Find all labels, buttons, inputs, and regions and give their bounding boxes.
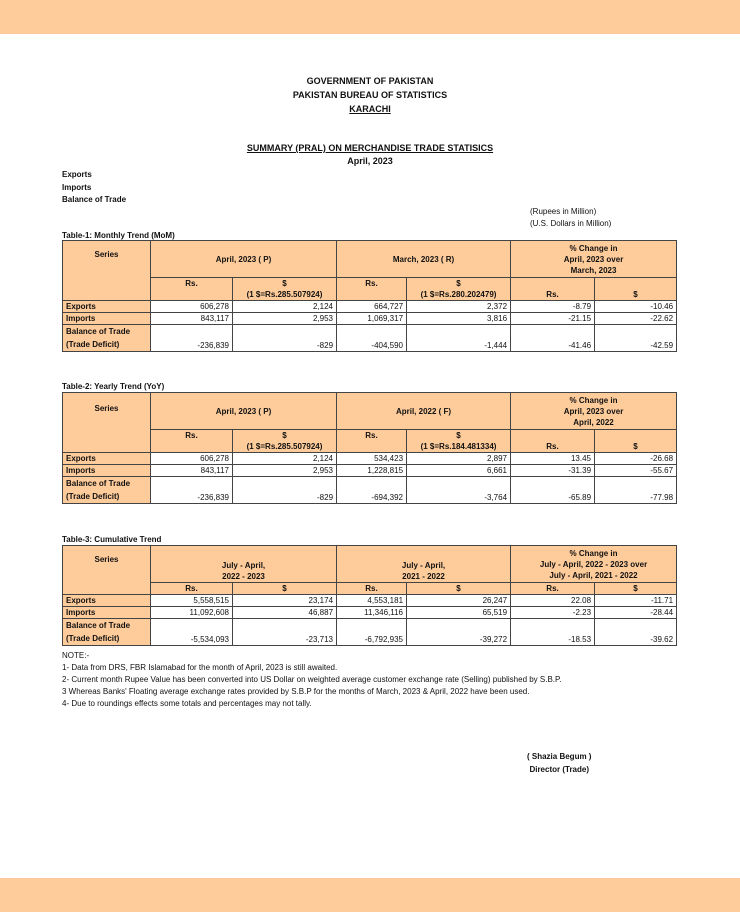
cell: -3,764 <box>407 477 511 504</box>
cell: -2.23 <box>511 607 595 619</box>
cell: -236,839 <box>151 325 233 352</box>
usd-column-header: $ (1 $=Rs.285.507924) <box>233 430 337 453</box>
cell: 534,423 <box>337 453 407 465</box>
series-list-item: Exports <box>62 170 92 179</box>
cell: 5,558,515 <box>151 595 233 607</box>
city-title: KARACHI <box>349 104 391 114</box>
cell: -42.59 <box>595 325 677 352</box>
table-row <box>63 595 677 607</box>
cell: 2,372 <box>407 301 511 313</box>
row-label: Balance of Trade (Trade Deficit) <box>63 477 151 504</box>
cell: -11.71 <box>595 595 677 607</box>
cell: -28.44 <box>595 607 677 619</box>
rs-column-header: Rs. <box>511 583 595 595</box>
table-yearly-trend <box>62 392 677 504</box>
cell: 26,247 <box>407 595 511 607</box>
cell: -829 <box>233 325 337 352</box>
series-header: Series <box>63 393 151 453</box>
cell: -18.53 <box>511 619 595 646</box>
cell: 4,553,181 <box>337 595 407 607</box>
signatory-name: ( Shazia Begum ) <box>527 752 592 761</box>
cell: 2,124 <box>233 301 337 313</box>
cell: 22.08 <box>511 595 595 607</box>
table-monthly-trend <box>62 240 677 352</box>
row-label: Balance of Trade (Trade Deficit) <box>63 619 151 646</box>
cell: -1,444 <box>407 325 511 352</box>
cell: 2,124 <box>233 453 337 465</box>
table-1-title: Table-1: Monthly Trend (MoM) <box>62 231 175 240</box>
table-2-title: Table-2: Yearly Trend (YoY) <box>62 382 165 391</box>
table-3-title: Table-3: Cumulative Trend <box>62 535 162 544</box>
table-cumulative-trend <box>62 545 677 646</box>
cell: 606,278 <box>151 301 233 313</box>
cell: -23,713 <box>233 619 337 646</box>
cell: 6,661 <box>407 465 511 477</box>
rs-column-header: Rs. <box>511 430 595 453</box>
cell: 13.45 <box>511 453 595 465</box>
rs-column-header: Rs. <box>337 278 407 301</box>
summary-title: SUMMARY (PRAL) ON MERCHANDISE TRADE STATISICS <box>246 143 494 153</box>
units-note <box>530 206 611 230</box>
cell: -22.62 <box>595 313 677 325</box>
rs-column-header: Rs. <box>511 278 595 301</box>
usd-column-header: $ <box>595 430 677 453</box>
cell: -404,590 <box>337 325 407 352</box>
cell: 2,953 <box>233 313 337 325</box>
period-header: April, 2023 ( P) <box>151 241 337 278</box>
note-item: 2- Current month Rupee Value has been converted into US Dollar on weighted average customer exchange rate (Selling) published by S.B.P. <box>62 675 562 684</box>
top-border-band <box>0 0 740 34</box>
rs-column-header: Rs. <box>337 583 407 595</box>
rupee-unit: (Rupees in Million) <box>530 207 597 216</box>
period-header: July - April, 2021 - 2022 <box>337 546 511 583</box>
cell: -26.68 <box>595 453 677 465</box>
report-period: April, 2023 <box>347 156 393 166</box>
period-header: July - April, 2022 - 2023 <box>151 546 337 583</box>
usd-column-header: $ <box>595 278 677 301</box>
series-list <box>62 169 126 207</box>
document-page <box>0 34 740 878</box>
note-item: 3 Whereas Banks' Floating average exchange rates provided by S.B.P for the months of March, 2023 & April, 2022 have been used. <box>62 687 530 696</box>
cell: -21.15 <box>511 313 595 325</box>
dollar-unit: (U.S. Dollars in Million) <box>530 219 612 228</box>
table-row <box>63 607 677 619</box>
period-header: April, 2023 ( P) <box>151 393 337 430</box>
cell: -6,792,935 <box>337 619 407 646</box>
usd-column-header: $ <box>407 583 511 595</box>
signatory-title: Director (Trade) <box>529 765 590 774</box>
cell: 1,069,317 <box>337 313 407 325</box>
cell: -65.89 <box>511 477 595 504</box>
cell: 1,228,815 <box>337 465 407 477</box>
period-header: April, 2022 ( F) <box>337 393 511 430</box>
notes-section <box>62 650 562 710</box>
usd-column-header: $ (1 $=Rs.280.202479) <box>407 278 511 301</box>
cell: -5,534,093 <box>151 619 233 646</box>
cell: -694,392 <box>337 477 407 504</box>
row-label: Imports <box>63 313 151 325</box>
usd-column-header: $ (1 $=Rs.285.507924) <box>233 278 337 301</box>
table-row <box>63 313 677 325</box>
cell: 23,174 <box>233 595 337 607</box>
cell: 2,897 <box>407 453 511 465</box>
table-row <box>63 477 677 504</box>
cell: 65,519 <box>407 607 511 619</box>
cell: -77.98 <box>595 477 677 504</box>
cell: -236,839 <box>151 477 233 504</box>
row-label: Exports <box>63 453 151 465</box>
usd-column-header: $ (1 $=Rs.184.481334) <box>407 430 511 453</box>
row-label: Balance of Trade (Trade Deficit) <box>63 325 151 352</box>
series-list-item: Imports <box>62 182 92 192</box>
table-row <box>63 325 677 352</box>
government-title: GOVERNMENT OF PAKISTAN <box>306 76 434 86</box>
cell: -55.67 <box>595 465 677 477</box>
table-row <box>63 465 677 477</box>
cell: 11,092,608 <box>151 607 233 619</box>
row-label: Exports <box>63 301 151 313</box>
cell: 664,727 <box>337 301 407 313</box>
note-item: 4- Due to roundings effects some totals and percentages may not tally. <box>62 699 312 708</box>
row-label: Imports <box>63 465 151 477</box>
signature-block <box>527 750 591 776</box>
table-row <box>63 619 677 646</box>
cell: 843,117 <box>151 313 233 325</box>
bottom-border-band <box>0 878 740 912</box>
bureau-title: PAKISTAN BUREAU OF STATISTICS <box>292 90 448 100</box>
table-row <box>63 301 677 313</box>
period-header: March, 2023 ( R) <box>337 241 511 278</box>
cell: -41.46 <box>511 325 595 352</box>
cell: 11,346,116 <box>337 607 407 619</box>
cell: -39,272 <box>407 619 511 646</box>
series-header: Series <box>63 546 151 595</box>
cell: -8.79 <box>511 301 595 313</box>
series-list-item: Balance of Trade <box>62 195 127 204</box>
cell: 2,953 <box>233 465 337 477</box>
cell: 606,278 <box>151 453 233 465</box>
cell: 843,117 <box>151 465 233 477</box>
change-header: % Change in July - April, 2022 - 2023 over July - April, 2021 - 2022 <box>511 546 677 583</box>
cell: 3,816 <box>407 313 511 325</box>
cell: -829 <box>233 477 337 504</box>
rs-column-header: Rs. <box>337 430 407 453</box>
row-label: Exports <box>63 595 151 607</box>
rs-column-header: Rs. <box>151 583 233 595</box>
row-label: Imports <box>63 607 151 619</box>
rs-column-header: Rs. <box>151 430 233 453</box>
cell: 46,887 <box>233 607 337 619</box>
cell: -31.39 <box>511 465 595 477</box>
usd-column-header: $ <box>595 583 677 595</box>
note-item: 1- Data from DRS, FBR Islamabad for the month of April, 2023 is still awaited. <box>62 663 338 672</box>
notes-heading: NOTE:- <box>62 651 90 660</box>
usd-column-header: $ <box>233 583 337 595</box>
cell: -39.62 <box>595 619 677 646</box>
change-header: % Change in April, 2023 over March, 2023 <box>511 241 677 278</box>
series-header: Series <box>63 241 151 301</box>
rs-column-header: Rs. <box>151 278 233 301</box>
change-header: % Change in April, 2023 over April, 2022 <box>511 393 677 430</box>
table-row <box>63 453 677 465</box>
cell: -10.46 <box>595 301 677 313</box>
